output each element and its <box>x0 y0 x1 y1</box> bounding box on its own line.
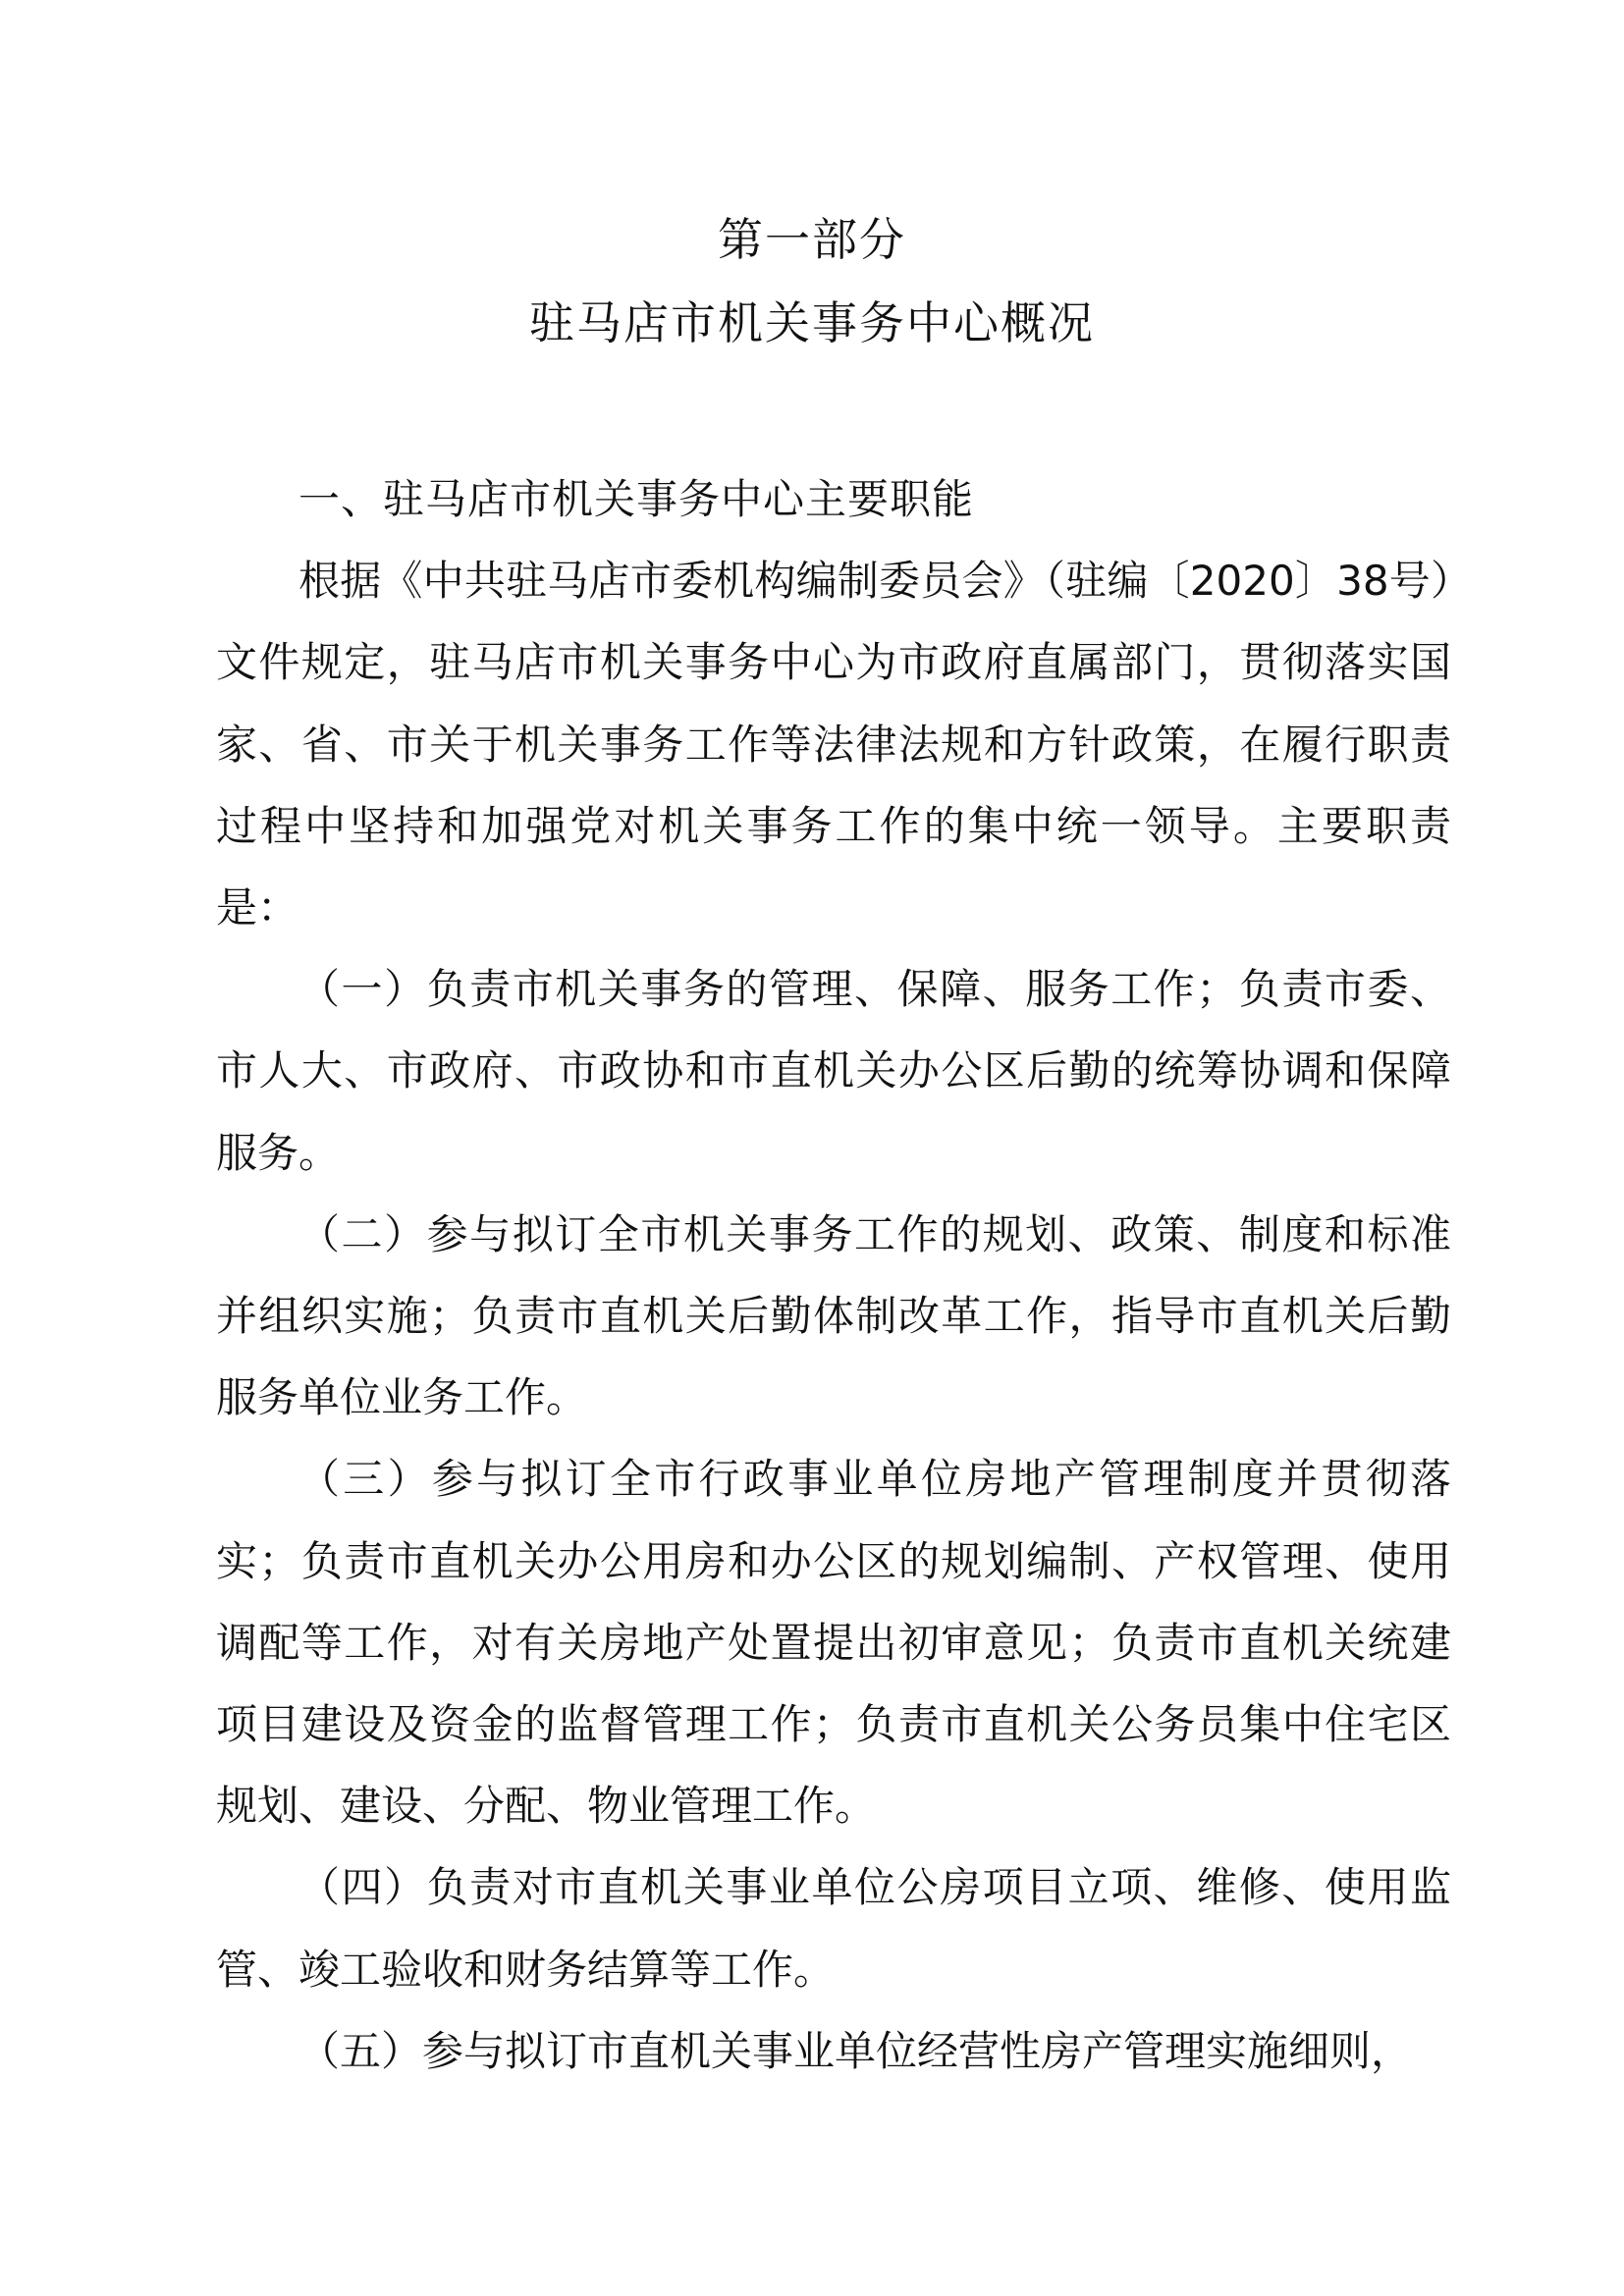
duty-paragraph-3: （三）参与拟订全市行政事业单位房地产管理制度并贯彻落实；负责市直机关办公用房和办公区的规划编制、产权管理、使用调配等工作，对有关房地产处置提出初审意见；负责市直机关统建项目建设及资金的监督管理工作；负责市直机关公务员集中住宅区规划、建设、分配、物业管理工作。 <box>216 1455 1451 1831</box>
intro-paragraph: 根据《中共驻马店市委机构编制委员会》（驻编〔2020〕38号）文件规定，驻马店市机关事务中心为市政府直属部门，贯彻落实国家、省、市关于机关事务工作等法律法规和方针政策，在履行职责过程中坚持和加强党对机关事务工作的集中统一领导。主要职责是： <box>216 557 1451 933</box>
document-body <box>216 458 1451 2092</box>
duty-paragraph-4: （四）负责对市直机关事业单位公房项目立项、维修、使用监管、竣工验收和财务结算等工作。 <box>216 1863 1451 1994</box>
section-heading: 一、驻马店市机关事务中心主要职能 <box>298 475 975 523</box>
main-title: 驻马店市机关事务中心概况 <box>529 296 1095 349</box>
duty-paragraph-1: （一）负责市机关事务的管理、保障、服务工作；负责市委、市人大、市政府、市政协和市直机关办公区后勤的统筹协调和保障服务。 <box>216 965 1451 1177</box>
duty-paragraph-5: （五）参与拟订市直机关事业单位经营性房产管理实施细则， <box>298 2026 1413 2075</box>
part-title: 第一部分 <box>718 213 906 266</box>
duty-paragraph-2: （二）参与拟订全市机关事务工作的规划、政策、制度和标准并组织实施；负责市直机关后勤体制改革工作，指导市直机关后勤服务单位业务工作。 <box>216 1209 1451 1422</box>
